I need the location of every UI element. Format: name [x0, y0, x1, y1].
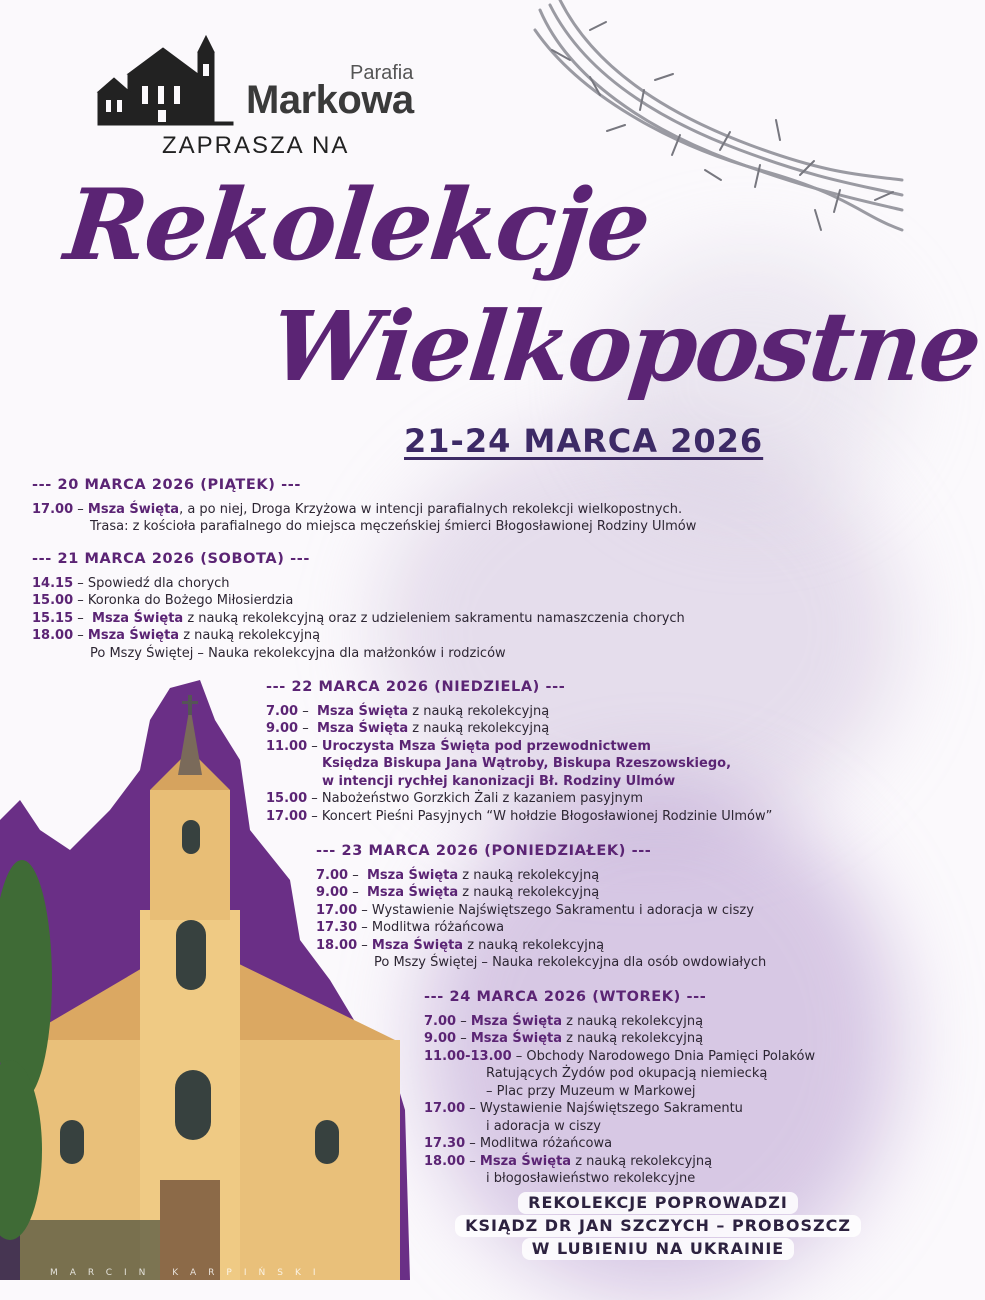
schedule-time: 17.00: [424, 1101, 466, 1116]
schedule-line: [424, 1048, 815, 1066]
parish-logo: [98, 34, 438, 130]
schedule-mass-label: Msza Święta: [479, 1153, 572, 1169]
schedule-mass-label: Msza Święta: [470, 1031, 563, 1046]
schedule-line: [316, 954, 766, 972]
schedule-line: [424, 1170, 815, 1188]
schedule-mass-label: Uroczysta Msza Święta pod przewodnictwem: [321, 738, 651, 754]
schedule-separator: –: [357, 920, 372, 935]
day-block-20: [32, 477, 696, 536]
schedule-time: 7.00: [424, 1013, 457, 1029]
schedule-continuation: i adoracja w ciszy: [486, 1118, 601, 1134]
schedule-line: [32, 610, 685, 628]
leader-line-3: W LUBIENIU NA UKRAINIE: [522, 1238, 794, 1260]
schedule-time: 11.00: [266, 738, 308, 754]
schedule-line: [32, 575, 685, 593]
event-dates: 21-24 MARCA 2026: [404, 422, 764, 460]
schedule-line: [266, 808, 772, 826]
schedule-description: Obchody Narodowego Dnia Pamięci Polaków: [526, 1048, 816, 1064]
schedule-mass-label: Msza Święta: [87, 628, 180, 643]
schedule-description: z nauką rekolekcyjną: [408, 721, 550, 736]
schedule-description: z nauką rekolekcyjną: [458, 885, 600, 900]
schedule-line: [266, 738, 772, 756]
schedule-time: 15.00: [32, 593, 74, 608]
day-heading: --- 24 MARCA 2026 (WTOREK) ---: [424, 989, 707, 1005]
day-block-22: [266, 679, 772, 825]
schedule-separator: –: [456, 1031, 471, 1046]
title-line-1: Rekolekcje: [59, 168, 655, 283]
schedule-line: [316, 902, 766, 920]
schedule-continuation: – Plac przy Muzeum w Markowej: [486, 1083, 696, 1099]
schedule-line: [266, 720, 772, 738]
church-logo-icon: [98, 34, 233, 126]
schedule-description: z nauką rekolekcyjną: [458, 867, 600, 883]
schedule-time: 17.30: [316, 920, 358, 935]
schedule-line: [32, 645, 685, 663]
schedule-mass-label: Msza Święta: [366, 867, 459, 883]
logo-parafia-text: Parafia: [350, 62, 414, 84]
schedule-separator: –: [465, 1136, 480, 1151]
schedule-mass-label: Msza Święta: [92, 610, 184, 626]
schedule-description: z nauką rekolekcyjną: [571, 1153, 713, 1169]
schedule-time: 9.00: [316, 885, 349, 900]
schedule-separator: –: [73, 628, 88, 643]
schedule-description: z nauką rekolekcyjną: [562, 1031, 704, 1046]
schedule-line: [266, 755, 772, 773]
schedule-line: [424, 1030, 815, 1048]
schedule-mass-label: Msza Święta: [470, 1013, 563, 1029]
schedule-mass-label: Msza Święta: [371, 937, 464, 953]
schedule-separator: –: [307, 738, 322, 754]
schedule-time: 9.00: [424, 1031, 457, 1046]
schedule-continuation: Księdza Biskupa Jana Wątroby, Biskupa Rzeszowskiego,: [322, 756, 732, 771]
day-block-24: [424, 989, 815, 1188]
schedule-separator: –: [307, 808, 322, 824]
schedule-time: 15.15: [32, 610, 74, 626]
schedule-time: 15.00: [266, 791, 308, 806]
leader-line-2: KSIĄDZ DR JAN SZCZYCH – PROBOSZCZ: [455, 1215, 861, 1237]
schedule-description: Modlitwa różańcowa: [371, 920, 505, 935]
schedule-time: 18.00: [32, 628, 74, 643]
schedule-description: Koncert Pieśni Pasyjnych “W hołdzie Błogosławionej Rodzinie Ulmów”: [321, 808, 773, 824]
schedule-line: [316, 919, 766, 937]
schedule-line: [424, 1083, 815, 1101]
schedule-line: [316, 884, 766, 902]
schedule-line: [32, 518, 696, 536]
schedule-time: 17.00: [32, 501, 74, 517]
day-heading: --- 22 MARCA 2026 (NIEDZIELA) ---: [266, 679, 566, 695]
schedule-description: z nauką rekolekcyjną oraz z udzieleniem sakramentu namaszczenia chorych: [183, 610, 685, 626]
schedule-description: , a po niej, Droga Krzyżowa w intencji parafialnych rekolekcji wielkopostnych.: [179, 501, 683, 517]
schedule-description: Modlitwa różańcowa: [479, 1136, 613, 1151]
retreat-leader-box: [444, 1192, 872, 1261]
schedule-separator: –: [348, 867, 367, 883]
day-block-21: [32, 551, 685, 662]
schedule-line: [424, 1135, 815, 1153]
schedule-line: [32, 627, 685, 645]
title-line-2: Wielkopostne: [266, 290, 985, 403]
schedule-description: z nauką rekolekcyjną: [463, 937, 605, 953]
schedule-separator: –: [298, 703, 317, 719]
schedule-time: 17.00: [316, 902, 358, 918]
schedule-line: [424, 1013, 815, 1031]
schedule-time: 17.00: [266, 808, 308, 824]
schedule-description: Koronka do Bożego Miłosierdzia: [87, 593, 294, 608]
schedule-time: 7.00: [266, 703, 299, 719]
schedule-separator: –: [357, 937, 372, 953]
schedule-separator: –: [73, 593, 88, 608]
invitation-text: ZAPRASZA NA: [162, 132, 350, 159]
schedule-description: Wystawienie Najświętszego Sakramentu: [479, 1101, 743, 1116]
day-heading: --- 23 MARCA 2026 (PONIEDZIAŁEK) ---: [316, 843, 652, 859]
schedule-line: [32, 592, 685, 610]
schedule-separator: –: [348, 885, 367, 900]
day-block-23: [316, 843, 766, 972]
schedule-separator: –: [456, 1013, 471, 1029]
day-heading: --- 20 MARCA 2026 (PIĄTEK) ---: [32, 477, 301, 493]
schedule-time: 9.00: [266, 721, 299, 736]
schedule-description: z nauką rekolekcyjną: [562, 1013, 704, 1029]
schedule-description: Nabożeństwo Gorzkich Żali z kazaniem pasyjnym: [321, 791, 644, 806]
schedule-mass-label: Msza Święta: [316, 721, 409, 736]
schedule-separator: –: [511, 1048, 527, 1064]
schedule-mass-label: Msza Święta: [366, 885, 459, 900]
schedule-line: [266, 703, 772, 721]
schedule-description: Spowiedź dla chorych: [87, 575, 230, 591]
schedule-separator: –: [298, 721, 317, 736]
schedule-continuation: Ratujących Żydów pod okupacją niemiecką: [486, 1066, 768, 1081]
schedule-continuation: Po Mszy Świętej – Nauka rekolekcyjna dla małżonków i rodziców: [90, 645, 506, 661]
schedule-description: z nauką rekolekcyjną: [408, 703, 550, 719]
schedule-separator: –: [465, 1153, 480, 1169]
schedule-separator: –: [73, 610, 93, 626]
schedule-separator: –: [357, 902, 372, 918]
leader-line-1: REKOLEKCJE POPROWADZI: [518, 1192, 798, 1214]
schedule-time: 17.30: [424, 1136, 466, 1151]
schedule-line: [316, 867, 766, 885]
schedule-description: Wystawienie Najświętszego Sakramentu i adoracja w ciszy: [371, 902, 754, 918]
schedule-line: [424, 1100, 815, 1118]
schedule-continuation: Trasa: z kościoła parafialnego do miejsca męczeńskiej śmierci Błogosławionej Rodziny Ulmów: [90, 519, 697, 534]
schedule-continuation: Po Mszy Świętej – Nauka rekolekcyjna dla osób owdowiałych: [374, 955, 767, 970]
schedule-line: [266, 790, 772, 808]
schedule-mass-label: Msza Święta: [87, 501, 180, 517]
photo-credit: MARCIN KARPIŃSKI: [50, 1268, 328, 1278]
schedule-separator: –: [73, 575, 88, 591]
schedule-time: 14.15: [32, 575, 74, 591]
schedule-time: 11.00-13.00: [424, 1048, 512, 1064]
schedule-line: [316, 937, 766, 955]
schedule-line: [32, 501, 696, 519]
schedule-mass-label: Msza Święta: [316, 703, 409, 719]
logo-markowa-text: Markowa: [246, 78, 414, 122]
schedule-line: [424, 1118, 815, 1136]
schedule-description: z nauką rekolekcyjną: [179, 628, 321, 643]
schedule-separator: –: [465, 1101, 480, 1116]
schedule-separator: –: [73, 501, 88, 517]
schedule-separator: –: [307, 791, 322, 806]
day-heading: --- 21 MARCA 2026 (SOBOTA) ---: [32, 551, 310, 567]
schedule-line: [266, 773, 772, 791]
schedule-time: 18.00: [316, 937, 358, 953]
schedule-time: 7.00: [316, 867, 349, 883]
schedule-continuation: w intencji rychłej kanonizacji Bł. Rodziny Ulmów: [322, 773, 676, 789]
schedule-line: [424, 1065, 815, 1083]
schedule-line: [424, 1153, 815, 1171]
schedule-time: 18.00: [424, 1153, 466, 1169]
schedule-continuation: i błogosławieństwo rekolekcyjne: [486, 1171, 696, 1186]
